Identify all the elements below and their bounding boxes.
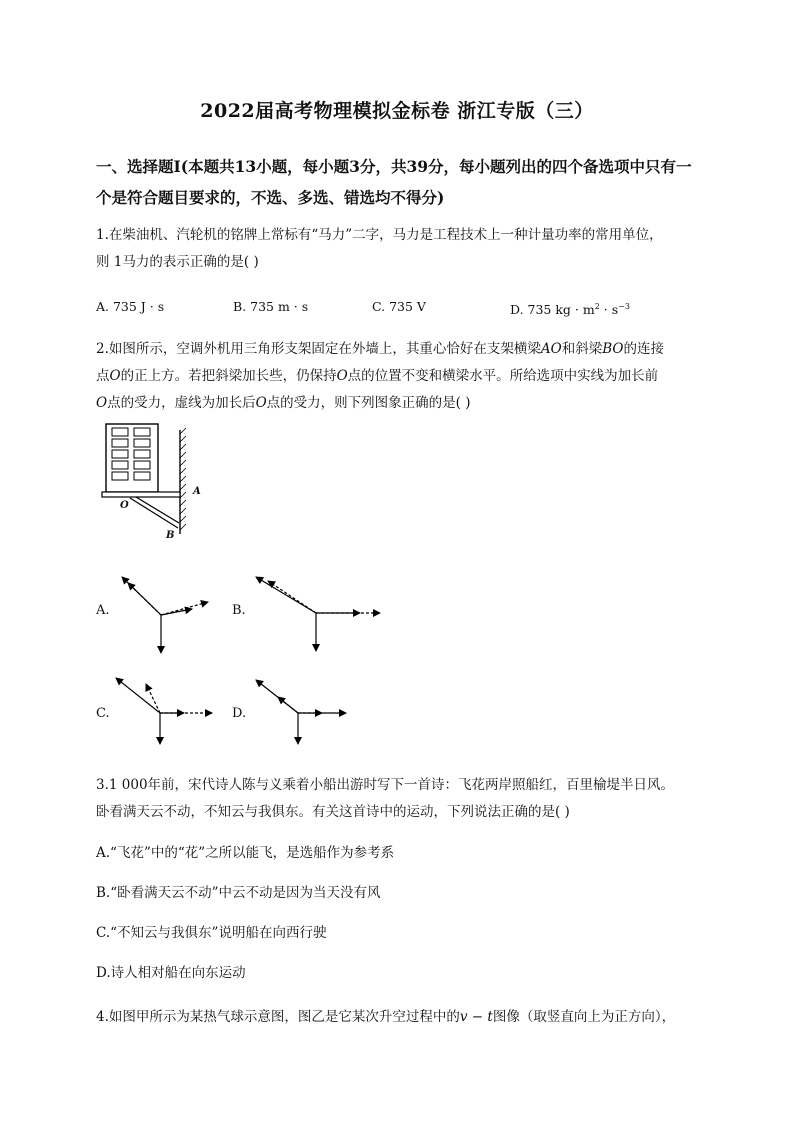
section-heading: 一、选择题Ⅰ(本题共13小题，每小题3分，共39分，每小题列出的四个备选项中只有一个是符合题目要求的，不选、多选、错选均不得分) [96, 157, 692, 207]
q2-option-a-label: A. [96, 603, 110, 618]
q1-option-c: C. 735 V [372, 299, 426, 314]
q4-stem: 4.如图甲所示为某热气球示意图，图乙是它某次升空过程中的v − t图像（取竖直向上为正方向）， [96, 1009, 676, 1025]
q1-option-b: B. 735 m · s [233, 299, 309, 314]
q2-stem-line2: 点O的正上方。若把斜梁加长些，仍保持O点的位置不变和横梁水平。所给选项中实线为加长前 [96, 368, 659, 384]
q3-option-c: C.“不知云与我俱东”说明船在向西行驶 [96, 925, 327, 941]
label-a: A [193, 486, 201, 497]
q3-stem-line1: 3.1 000年前，宋代诗人陈与义乘着小船出游时写下一首诗：飞花两岸照船红，百里榆堤半日风。 [96, 777, 675, 793]
q2-option-b-label: B. [232, 603, 246, 618]
q2-option-b-diagram [250, 565, 380, 660]
q2-option-d-diagram [250, 670, 360, 750]
label-b: B [166, 530, 175, 541]
q3-stem-line2: 卧看满天云不动，不知云与我俱东。有关这首诗中的运动，下列说法正确的是( ) [96, 804, 570, 820]
q3-option-d: D.诗人相对船在向东运动 [96, 965, 246, 981]
q1-stem-line2: 则 1马力的表示正确的是( ) [96, 254, 259, 270]
q1-option-a: A. 735 J · s [96, 299, 165, 314]
q2-stem-line1: 2.如图所示，空调外机用三角形支架固定在外墙上，其重心恰好在支架横梁AO和斜梁BO的连接 [96, 341, 664, 357]
q2-bracket-figure [100, 422, 210, 542]
label-o: O [120, 500, 129, 511]
q2-stem-line3: O点的受力，虚线为加长后O点的受力，则下列图象正确的是( ) [96, 395, 471, 411]
q3-option-a: A.“飞花”中的“花”之所以能飞，是选船作为参考系 [96, 845, 395, 861]
q1-option-d: D. 735 kg · $m^2 \cdot s^{-3}$ [510, 302, 630, 318]
q3-option-b: B.“卧看满天云不动”中云不动是因为当天没有风 [96, 885, 381, 901]
page-title: 2022届高考物理模拟金标卷 浙江专版（三） [200, 100, 594, 122]
q2-option-d-label: D. [232, 706, 247, 721]
q2-option-c-label: C. [96, 706, 110, 721]
q2-option-a-diagram [110, 565, 220, 660]
q1-stem-line1: 1.在柴油机、汽轮机的铭牌上常标有“马力”二字，马力是工程技术上一种计量功率的常用单位， [96, 227, 663, 243]
q2-option-c-diagram [110, 670, 220, 750]
